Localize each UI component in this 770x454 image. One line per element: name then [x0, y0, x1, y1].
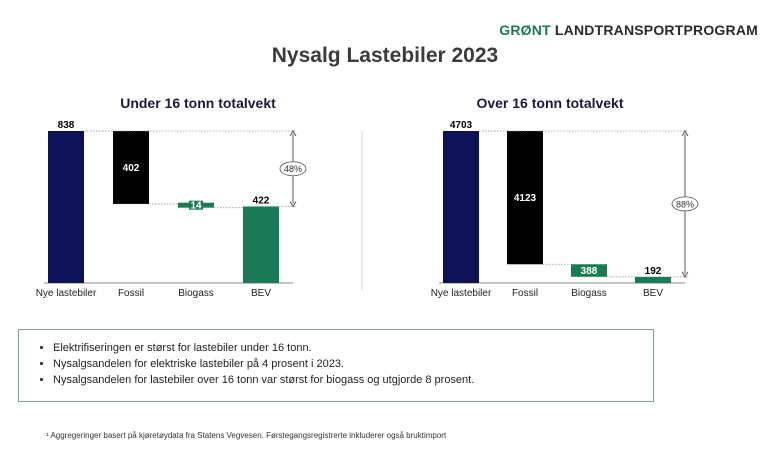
bullet-item: • Nysalgsandelen for elektriske lastebiler på 4 prosent i 2023.: [53, 356, 653, 372]
brand-part2: LANDTRANSPORTPROGRAM: [550, 22, 758, 38]
bar-bev: [243, 206, 279, 283]
data-label: 4123: [513, 193, 537, 205]
data-label: 422: [252, 195, 270, 207]
percent-label: 88%: [675, 199, 695, 210]
x-tick-label: BEV: [250, 288, 272, 299]
bullet-item: • Nysalgsandelen for lastebiler over 16 tonn var størst for biogass og utgjorde 8 prosent.: [53, 372, 653, 388]
x-tick-label: Nye lastebiler: [35, 288, 97, 299]
data-label: 388: [580, 266, 598, 278]
data-label: 402: [122, 162, 140, 174]
summary-box: [18, 329, 654, 402]
brand-part1: GRØNT: [499, 22, 551, 38]
x-tick-label: Nye lastebiler: [430, 288, 492, 299]
x-tick-label: Biogass: [178, 288, 214, 299]
chart-title: Over 16 tonn totalvekt: [476, 95, 624, 111]
x-tick-label: Fossil: [511, 288, 539, 299]
x-tick-label: Biogass: [571, 288, 607, 299]
page-title: Nysalg Lastebiler 2023: [271, 44, 499, 67]
percent-label: 48%: [283, 164, 303, 175]
bar-bev: [635, 277, 671, 283]
data-label: 14: [190, 200, 202, 212]
data-label: 838: [57, 120, 75, 131]
bullet-item: • Elektrifiseringen er størst for lastebiler under 16 tonn.: [53, 340, 653, 356]
footnote: ¹ Aggregeringer basert på kjøretøydata fra Statens Vegvesen. Førstegangsregistrerte inkluderer også bruktimport: [46, 431, 447, 440]
x-tick-label: Fossil: [117, 288, 145, 299]
bar-nye-lastebiler: [443, 131, 479, 283]
data-label: 192: [644, 265, 662, 277]
data-label: 4703: [449, 120, 473, 131]
x-tick-label: BEV: [642, 288, 664, 299]
bar-nye-lastebiler: [48, 131, 84, 283]
chart-title: Under 16 tonn totalvekt: [120, 95, 276, 111]
